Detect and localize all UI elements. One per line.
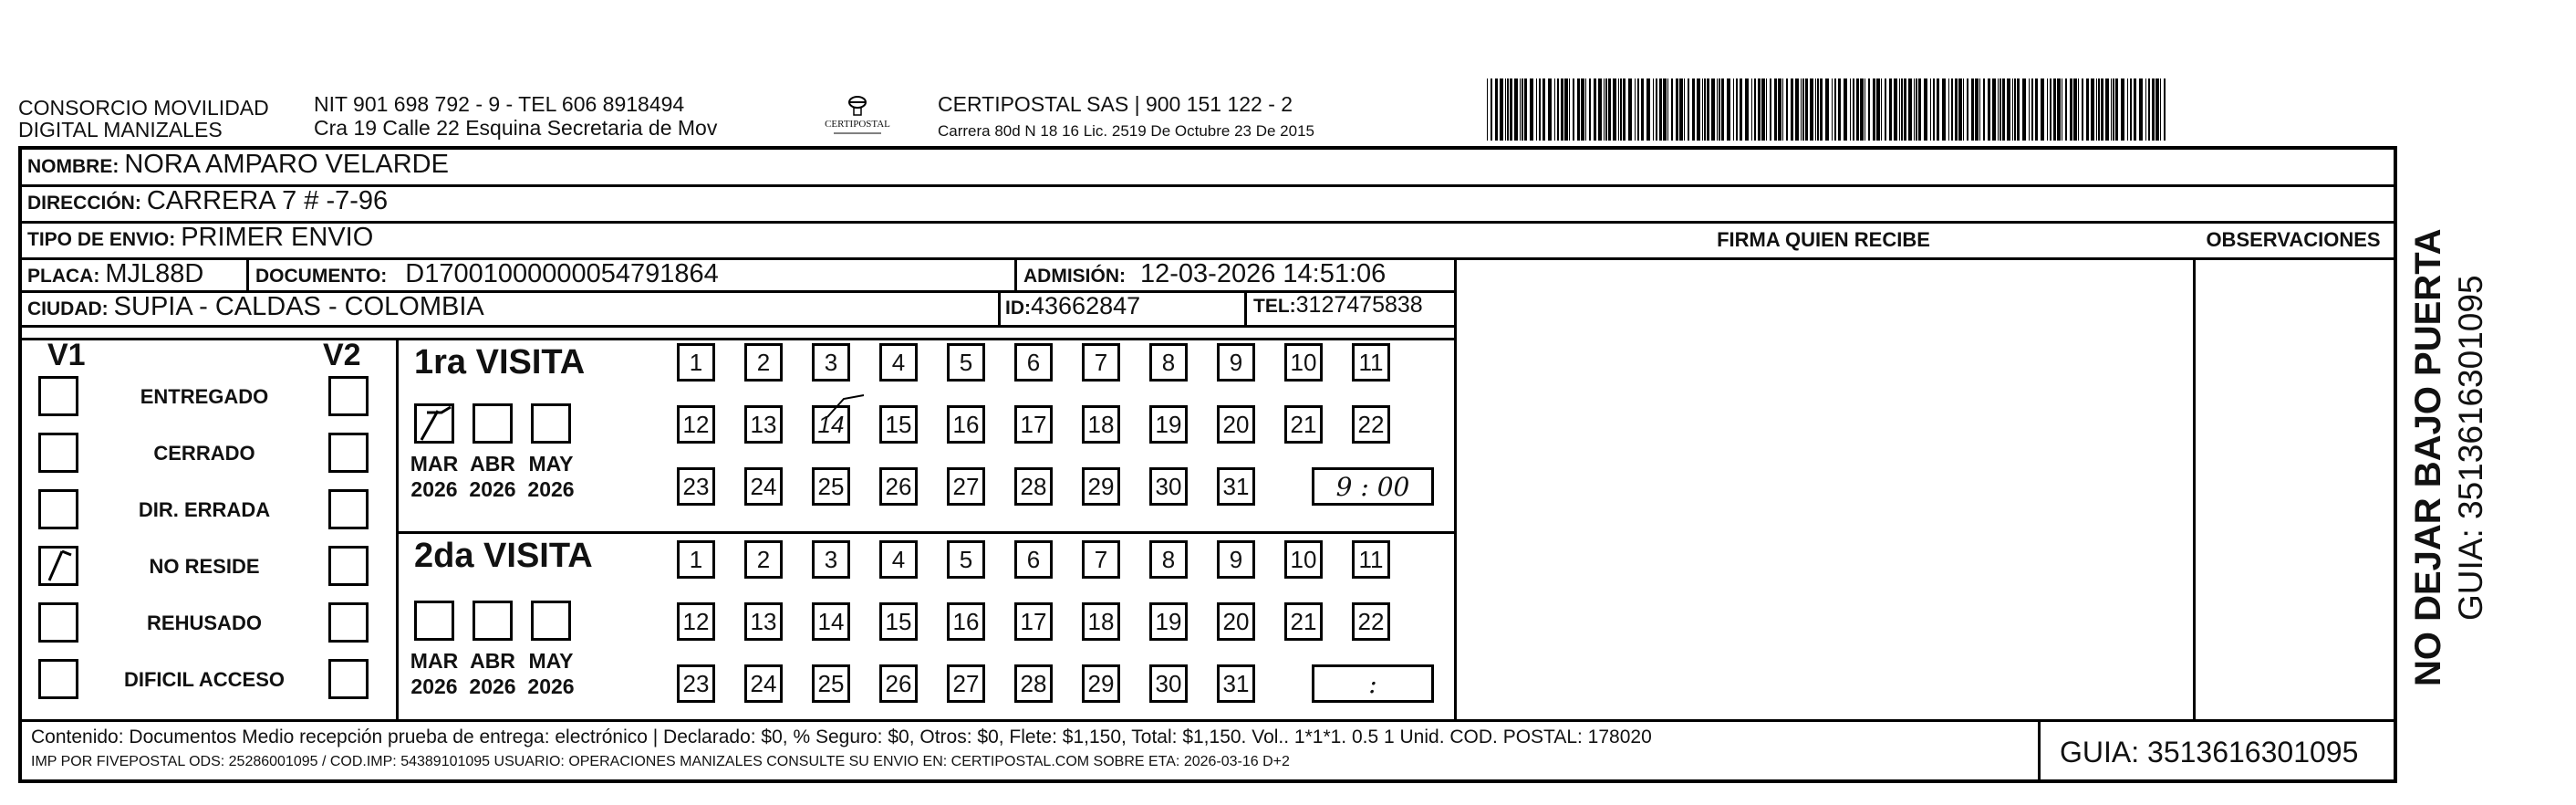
nombre-label: NOMBRE: [27,156,119,177]
day-label: 21 [1290,410,1317,438]
day-label: 3 [824,545,838,573]
day-label: 17 [1020,607,1047,635]
day-checkbox[interactable] [1014,540,1053,579]
day-label: 12 [682,607,710,635]
day-checkbox[interactable] [1082,540,1120,579]
day-label: 28 [1020,669,1047,697]
day-checkbox[interactable] [947,405,985,444]
tel-label: TEL: [1253,296,1296,317]
day-checkbox[interactable] [677,602,715,641]
nit-line: NIT 901 698 792 - 9 - TEL 606 8918494 [314,92,685,116]
day-label: 9 [1229,545,1243,573]
day-checkbox[interactable] [744,405,783,444]
day-checkbox[interactable] [1082,467,1120,506]
month-checkbox[interactable] [531,601,571,641]
v2-checkbox[interactable] [328,546,369,586]
day-label: 16 [952,607,980,635]
id-field [1005,292,1140,320]
company-name-line1: CONSORCIO MOVILIDAD [18,96,269,120]
day-label: 12 [682,410,710,438]
day-checkbox[interactable] [1284,343,1323,382]
day-label: 28 [1020,472,1047,500]
tel-field [1253,292,1423,319]
visit-time-field[interactable]: : [1312,664,1434,703]
day-checkbox[interactable] [1014,467,1053,506]
day-label: 29 [1087,472,1115,500]
day-label: 19 [1155,410,1182,438]
id-value: 43662847 [1031,292,1141,319]
day-checkbox[interactable] [1217,467,1255,506]
barcode [1487,78,2171,141]
day-label: 26 [885,669,912,697]
day-checkbox[interactable] [879,540,918,579]
tipo-envio-field [27,223,373,253]
placa-value: MJL88D [105,259,204,288]
logo-icon [814,88,901,142]
day-checkbox[interactable] [947,540,985,579]
day-label: 24 [750,669,777,697]
day-label: 25 [817,669,845,697]
day-checkbox[interactable] [1284,540,1323,579]
year-label: 2026 [410,477,458,501]
address-line: Cra 19 Calle 22 Esquina Secretaria de Mov [314,116,718,140]
day-checkbox[interactable] [677,467,715,506]
day-checkbox[interactable] [812,602,850,641]
day-label: 11 [1358,545,1384,573]
day-checkbox[interactable] [677,343,715,382]
day-label: 22 [1357,607,1385,635]
day-checkbox[interactable] [1217,664,1255,703]
day-label: 19 [1155,607,1182,635]
v2-checkbox[interactable] [328,659,369,699]
day-checkbox[interactable] [1352,602,1390,641]
v2-header: V2 [323,338,361,372]
placa-field [27,259,203,289]
day-label: 6 [1026,348,1041,376]
ciudad-value: SUPIA - CALDAS - COLOMBIA [113,292,484,321]
day-label: 23 [682,669,710,697]
delivery-form [18,146,2397,783]
day-label: 27 [952,669,980,697]
v1-checkbox[interactable] [38,376,78,416]
day-checkbox[interactable] [1082,602,1120,641]
day-checkbox[interactable] [1284,405,1323,444]
day-checkbox[interactable] [812,467,850,506]
day-label: 31 [1222,472,1250,500]
day-checkbox[interactable] [1352,343,1390,382]
certipostal-logo [814,88,901,142]
v1-checkbox[interactable] [38,546,78,586]
imp-line: IMP POR FIVEPOSTAL ODS: 25286001095 / COD.IMP: 54389101095 USUARIO: OPERACIONES MANIZALES CONSULTE SU ENVIO EN: CERTIPOSTAL.COM SOBRE ETA: 2026-03-16 D+2 [31,754,1290,769]
carrier-license: Carrera 80d N 18 16 Lic. 2519 De Octubre 23 De 2015 [938,122,1314,140]
guia-footer: GUIA: 3513616301095 [2060,736,2359,768]
month-group [407,451,462,502]
day-checkbox[interactable] [812,664,850,703]
day-checkbox[interactable] [812,540,850,579]
month-checkbox[interactable] [414,403,454,444]
day-checkbox[interactable] [744,540,783,579]
day-checkbox[interactable] [1014,343,1053,382]
day-checkbox[interactable] [1284,602,1323,641]
direccion-value: CARRERA 7 # -7-96 [146,186,389,215]
day-label: 4 [891,348,906,376]
reason-label: NO RESIDE [149,555,260,578]
day-checkbox[interactable] [744,343,783,382]
day-label: 5 [959,545,973,573]
day-checkbox[interactable] [677,540,715,579]
day-label: 10 [1290,348,1317,376]
day-label: 27 [952,472,980,500]
year-label: 2026 [527,674,575,698]
day-label: 29 [1087,669,1115,697]
day-checkbox[interactable] [879,343,918,382]
month-group [407,648,462,699]
day-label: 21 [1290,607,1317,635]
v1-checkbox[interactable] [38,659,78,699]
day-checkbox[interactable] [879,664,918,703]
v1-checkbox[interactable] [38,602,78,643]
day-checkbox[interactable] [1217,602,1255,641]
month-label: ABR [470,649,515,673]
day-label: 31 [1222,669,1250,697]
tipo-envio-value: PRIMER ENVIO [181,223,374,252]
day-checkbox[interactable] [1217,343,1255,382]
month-group [465,648,520,699]
day-checkbox[interactable] [1352,540,1390,579]
reason-label: ENTREGADO [140,385,269,408]
day-label: 10 [1290,545,1317,573]
day-label: 8 [1161,348,1176,376]
nombre-field [27,150,449,180]
v2-checkbox[interactable] [328,602,369,643]
admision-value: 12-03-2026 14:51:06 [1140,259,1387,288]
day-checkbox[interactable] [1149,343,1188,382]
day-checkbox[interactable] [744,602,783,641]
day-label: 24 [750,472,777,500]
day-label: 14 [817,607,845,635]
day-checkbox[interactable] [744,664,783,703]
day-label: 16 [952,410,980,438]
carrier-line: CERTIPOSTAL SAS | 900 151 122 - 2 [938,92,1293,116]
tipo-envio-label: TIPO DE ENVIO: [27,229,176,250]
day-label: 2 [756,545,771,573]
no-dejar-warning: NO DEJAR BAJO PUERTA [2408,228,2448,686]
day-checkbox[interactable] [1149,602,1188,641]
day-label: 18 [1087,410,1115,438]
day-checkbox[interactable] [677,664,715,703]
documento-value: D17001000000054791864 [405,259,719,288]
reason-label: CERRADO [153,442,255,465]
documento-label: DOCUMENTO: [255,266,388,287]
day-label: 30 [1155,472,1182,500]
month-label: MAY [528,649,574,673]
day-label: 26 [885,472,912,500]
year-label: 2026 [469,477,516,501]
company-name-line2: DIGITAL MANIZALES [18,118,223,141]
day-checkbox[interactable] [812,405,850,444]
v2-checkbox[interactable] [328,376,369,416]
direccion-label: DIRECCIÓN: [27,193,141,214]
day-label: 13 [750,607,777,635]
day-checkbox[interactable] [1149,540,1188,579]
day-checkbox[interactable] [1149,664,1188,703]
day-label: 30 [1155,669,1182,697]
observaciones-header: OBSERVACIONES [2206,228,2381,251]
month-label: MAR [410,452,459,476]
logo-text: CERTIPOSTAL [825,119,890,130]
day-checkbox[interactable] [1352,405,1390,444]
ciudad-label: CIUDAD: [27,298,109,319]
day-checkbox[interactable] [1014,664,1053,703]
v1-checkbox[interactable] [38,489,78,529]
side-guia: GUIA: 3513616301095 [2452,275,2489,621]
day-label: 1 [689,348,703,376]
day-checkbox[interactable] [1082,405,1120,444]
reason-label: DIR. ERRADA [138,498,271,521]
id-label: ID: [1005,298,1031,319]
day-checkbox[interactable] [879,602,918,641]
day-label: 23 [682,472,710,500]
day-checkbox[interactable] [879,467,918,506]
firma-header: FIRMA QUIEN RECIBE [1717,228,1930,251]
day-label: 20 [1222,410,1250,438]
day-label: 7 [1094,348,1108,376]
admision-field [1023,259,1386,289]
day-checkbox[interactable] [1082,664,1120,703]
day-checkbox[interactable] [1149,467,1188,506]
documento-field [255,259,719,289]
month-checkbox[interactable] [473,403,513,444]
day-checkbox[interactable] [677,405,715,444]
day-label: 5 [959,348,973,376]
v1-header: V1 [47,338,86,372]
direccion-field [27,186,388,216]
day-label: 11 [1358,348,1384,376]
month-label: ABR [470,452,515,476]
day-checkbox[interactable] [879,405,918,444]
month-checkbox[interactable] [473,601,513,641]
month-group [524,451,578,502]
second-visit-title: 2da VISITA [414,537,593,575]
day-checkbox[interactable] [744,467,783,506]
month-label: MAR [410,649,459,673]
month-checkbox[interactable] [531,403,571,444]
v1-checkbox[interactable] [38,433,78,473]
day-label: 7 [1094,545,1108,573]
day-checkbox[interactable] [1217,405,1255,444]
day-label: 1 [689,545,703,573]
month-mark-icon [414,403,460,445]
day-checkbox[interactable] [1014,405,1053,444]
day-mark-icon [824,393,878,421]
reason-label: REHUSADO [147,612,262,634]
visit-time-field[interactable]: 9 : 00 [1312,467,1434,506]
day-label: 15 [885,607,912,635]
day-label: 13 [750,410,777,438]
day-label: 22 [1357,410,1385,438]
year-label: 2026 [527,477,575,501]
nombre-value: NORA AMPARO VELARDE [124,150,449,179]
day-label: 2 [756,348,771,376]
day-label: 17 [1020,410,1047,438]
day-checkbox[interactable] [947,467,985,506]
day-checkbox[interactable] [1014,602,1053,641]
first-visit-title: 1ra VISITA [414,343,586,382]
year-label: 2026 [469,674,516,698]
day-label: 9 [1229,348,1243,376]
day-checkbox[interactable] [1082,343,1120,382]
tel-value: 3127475838 [1295,292,1423,318]
admision-label: ADMISIÓN: [1023,266,1126,287]
day-label: 25 [817,472,845,500]
day-checkbox[interactable] [947,664,985,703]
month-checkbox[interactable] [414,601,454,641]
day-label: 15 [885,410,912,438]
day-checkbox[interactable] [947,343,985,382]
month-group [524,648,578,699]
day-checkbox[interactable] [1149,405,1188,444]
contenido-line: Contenido: Documentos Medio recepción prueba de entrega: electrónico | Declarado: $0, % Seguro: $0, Otros: $0, Flete: $1,150, Total: $1,150. Vol.. 1*1*1. 0.5 1 Unid. COD. POSTAL: 178020 [31,727,1652,748]
day-checkbox[interactable] [1217,540,1255,579]
day-label: 14 [817,410,845,438]
day-checkbox[interactable] [812,343,850,382]
v2-checkbox[interactable] [328,433,369,473]
year-label: 2026 [410,674,458,698]
day-label: 6 [1026,545,1041,573]
day-label: 8 [1161,545,1176,573]
day-label: 20 [1222,607,1250,635]
month-group [465,451,520,502]
reason-label: DIFICIL ACCESO [123,668,285,691]
day-label: 18 [1087,607,1115,635]
day-label: 3 [824,348,838,376]
check-mark-icon [38,546,78,586]
month-label: MAY [528,452,574,476]
v2-checkbox[interactable] [328,489,369,529]
day-checkbox[interactable] [947,602,985,641]
ciudad-field [27,292,484,322]
placa-label: PLACA: [27,266,100,287]
day-label: 4 [891,545,906,573]
